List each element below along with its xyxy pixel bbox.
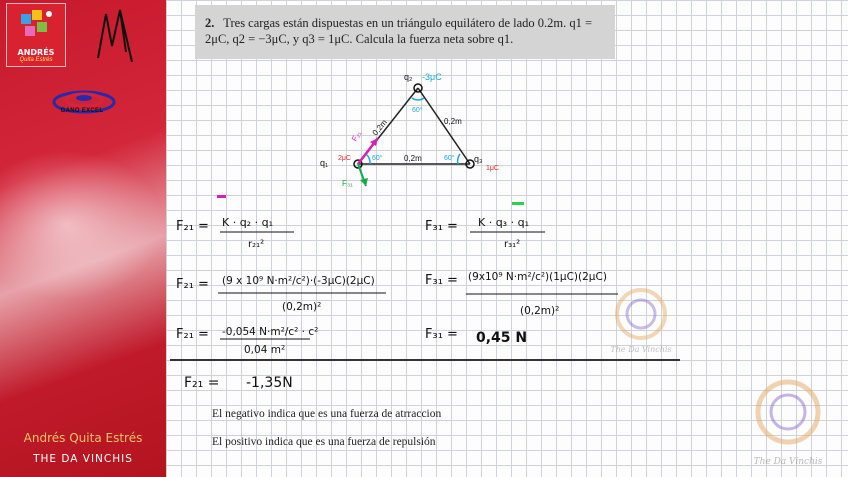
note-positive: El positivo indica que es una fuerza de repulsión	[212, 436, 436, 448]
problem-text: Tres cargas están dispuestas en un triángulo equilátero de lado 0.2m. q1 = 2μC, q2 = −3μC, y q3 = 1μC. Calcula la fuerza neta sobre q1.	[205, 16, 593, 46]
equations-area	[170, 192, 630, 402]
angle-q1: 60°	[372, 155, 383, 162]
f21-result-label: F₂₁ =	[184, 375, 220, 391]
f21-substitution-label: F₂₁ =	[176, 277, 209, 292]
watermark-text-top: The Da Vinchis	[610, 345, 672, 354]
sidebar-haze	[0, 150, 166, 300]
f21-formula-denominator: r₂₁²	[248, 239, 265, 250]
gano-excel-logo-icon	[52, 78, 116, 124]
f21-step-label: F₂₁ =	[176, 327, 209, 342]
f21-step-numerator: -0,054 N·m²/c² · c²	[222, 326, 319, 338]
watermark-logo-icon	[606, 282, 676, 358]
puzzle-logo-icon	[7, 4, 65, 48]
problem-statement	[195, 5, 615, 59]
q3-label: q₃	[474, 154, 483, 164]
q2-label: q₂	[404, 72, 413, 82]
channel-logo	[6, 3, 66, 67]
brand-subtitle: THE DA VINCHIS	[33, 453, 133, 465]
f21-result: -1,35N	[246, 375, 293, 391]
sponsor-label: GANO EXCEL	[60, 108, 104, 114]
force-21-label: F₂₁	[349, 129, 364, 143]
f31-substitution-label: F₃₁ =	[425, 273, 458, 288]
f21-substitution-numerator: (9 x 10⁹ N·m²/c²)·(-3μC)(2μC)	[222, 275, 375, 287]
logo-subtitle: Quita Estrés	[19, 57, 53, 63]
q1-value: 2μC	[338, 155, 351, 162]
note-negative: El negativo indica que es una fuerza de atrraccion	[212, 408, 442, 420]
angle-q2: 60°	[412, 107, 423, 114]
brand-sidebar	[0, 0, 166, 477]
q1-label: q₁	[320, 158, 329, 168]
f31-formula-denominator: r₃₁²	[504, 239, 521, 250]
q3-value: 1μC	[486, 165, 499, 172]
triangle-diagram	[300, 62, 530, 202]
side-right-label: 0,2m	[444, 117, 462, 126]
side-left-label: 0,2m	[370, 117, 389, 138]
side-bottom-label: 0,2m	[404, 154, 422, 163]
f31-result: 0,45 N	[476, 330, 528, 346]
watermark-logo-large-icon	[744, 372, 836, 472]
f21-formula-numerator: K · q₂ · q₁	[222, 216, 273, 229]
angle-q3: 60°	[444, 155, 455, 162]
f31-result-label: F₃₁ =	[425, 327, 458, 342]
force-31-label: F₃₁	[342, 179, 353, 188]
f31-formula-numerator: K · q₃ · q₁	[478, 216, 529, 229]
section-divider	[170, 359, 680, 361]
f21-substitution-denominator: (0,2m)²	[282, 301, 322, 313]
logo-title: ANDRÉS	[17, 48, 55, 57]
f21-step-denominator: 0,04 m²	[244, 344, 286, 356]
f31-formula-label: F₃₁ =	[425, 219, 458, 234]
q2-value: -3μC	[422, 72, 442, 82]
signature-icon	[92, 6, 138, 64]
f31-substitution-numerator: (9x10⁹ N·m²/c²)(1μC)(2μC)	[468, 271, 607, 283]
watermark-text-bottom: The Da Vinchis	[753, 457, 823, 467]
problem-number: 2.	[205, 16, 215, 30]
f21-formula-label: F₂₁ =	[176, 219, 209, 234]
brand-name: Andrés Quita Estrés	[23, 431, 143, 445]
f31-substitution-denominator: (0,2m)²	[520, 305, 560, 317]
